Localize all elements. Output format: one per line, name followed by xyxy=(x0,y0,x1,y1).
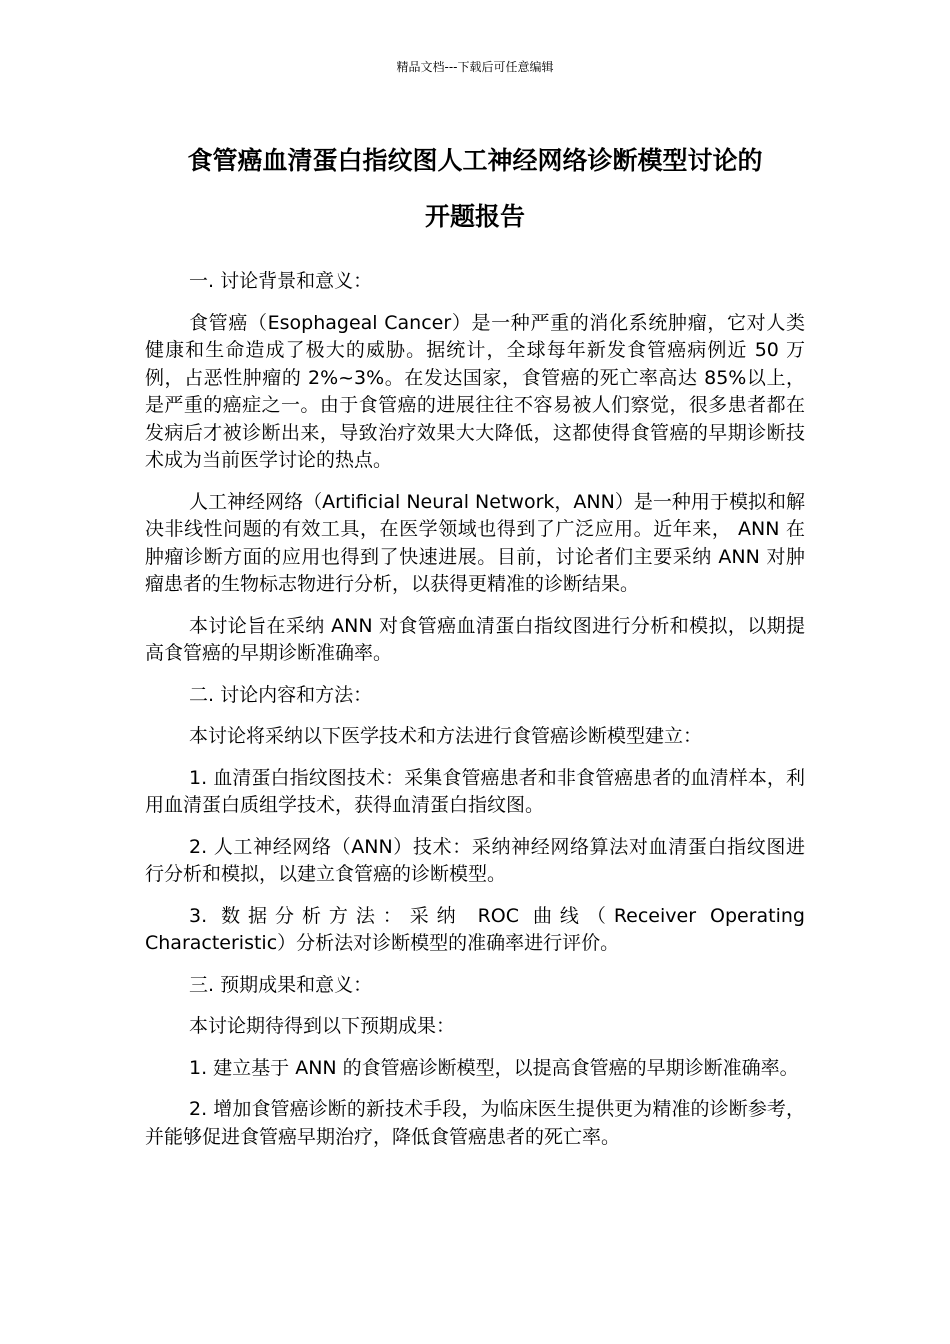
paragraph: 本讨论将采纳以下医学技术和方法进行食管癌诊断模型建立： xyxy=(189,725,703,747)
title-line-1: 食管癌血清蛋白指纹图人工神经网络诊断模型讨论的 xyxy=(187,146,763,175)
section-heading-outcomes: 三. 预期成果和意义： xyxy=(189,973,373,996)
document-title xyxy=(140,133,810,245)
page-header: 精品文档---下载后可任意编辑 xyxy=(396,60,554,74)
list-item: 2. 人工神经网络（ANN）技术：采纳神经网络算法对血清蛋白指纹图进行分析和模拟，以建立食管癌的诊断模型。 xyxy=(145,835,805,885)
list-item: 2. 增加食管癌诊断的新技术手段，为临床医生提供更为精准的诊断参考，并能够促进食管癌早期治疗，降低食管癌患者的死亡率。 xyxy=(145,1098,805,1148)
section-heading-background: 一. 讨论背景和意义： xyxy=(189,270,373,292)
list-item: 3. 数据分析方法：采纳 ROC 曲线（Receiver Operating Characteristic）分析法对诊断模型的准确率进行评价。 xyxy=(145,904,805,954)
paragraph: 本讨论旨在采纳 ANN 对食管癌血清蛋白指纹图进行分析和模拟，以期提高食管癌的早期诊断准确率。 xyxy=(145,614,805,664)
paragraph: 本讨论期待得到以下预期成果： xyxy=(189,1015,456,1037)
paragraph: 人工神经网络（Artificial Neural Network，ANN）是一种用于模拟和解决非线性问题的有效工具，在医学领域也得到了广泛应用。近年来， ANN 在肿瘤诊断方面的应用也得到了快速进展。目前，讨论者们主要采纳 ANN 对肿瘤患者的生物标志物进行分析，以获得更精准的诊断结果。 xyxy=(145,490,805,595)
list-item: 1. 血清蛋白指纹图技术：采集食管癌患者和非食管癌患者的血清样本，利用血清蛋白质组学技术，获得血清蛋白指纹图。 xyxy=(145,766,805,816)
section-heading-methods: 二. 讨论内容和方法： xyxy=(189,683,373,706)
paragraph: 食管癌（Esophageal Cancer）是一种严重的消化系统肿瘤，它对人类健康和生命造成了极大的威胁。据统计，全球每年新发食管癌病例近 50 万例，占恶性肿瘤的 2%~3%。在发达国家，食管癌的死亡率高达 85%以上，是严重的癌症之一。由于食管癌的进展往往不容易被人们察觉，很多患者都在发病后才被诊断出来，导致治疗效果大大降低，这都使得食管癌的早期诊断技术成为当前医学讨论的热点。 xyxy=(145,311,805,471)
title-line-2: 开题报告 xyxy=(424,202,525,231)
list-item: 1. 建立基于 ANN 的食管癌诊断模型，以提高食管癌的早期诊断准确率。 xyxy=(189,1056,799,1079)
document-body xyxy=(145,268,805,1165)
